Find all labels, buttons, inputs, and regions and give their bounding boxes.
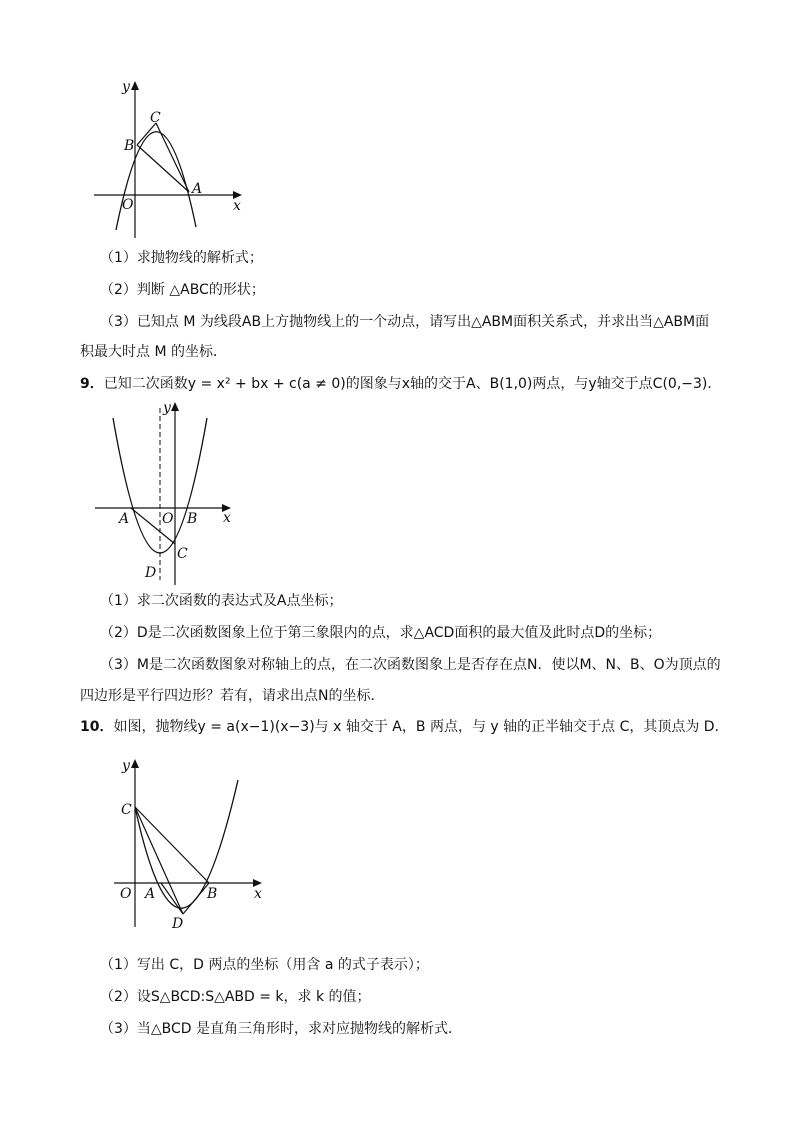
point-c-label: C: [121, 802, 132, 818]
origin-label: O: [120, 886, 132, 902]
p8-question-3-line-2: 积最大时点 M 的坐标．: [80, 344, 227, 360]
p9-number: 9．: [80, 376, 104, 392]
y-axis-arrow: [131, 81, 139, 90]
x-axis-label: x: [223, 510, 231, 526]
figure-9-svg: [93, 398, 243, 593]
p9-stem-text: 已知二次函数y = x² + bx + c(a ≠ 0)的图象与x轴的交于A、B(1,0)两点，与y轴交于点C(0,−3)．: [103, 376, 722, 392]
y-axis-label: y: [163, 400, 171, 416]
p10-question-1: （1）写出 C，D 两点的坐标（用含 a 的式子表示）；: [100, 957, 429, 973]
p10-stem-text: 如图，抛物线y = a(x−1)(x−3)与 x 轴交于 A，B 两点，与 y 轴的正半轴交于点 C，其顶点为 D．: [113, 719, 729, 735]
point-c-label: C: [177, 546, 188, 562]
figure-problem-10: [112, 752, 272, 937]
point-a-label: A: [145, 886, 156, 902]
y-axis-arrow: [171, 402, 179, 411]
point-b-label: B: [124, 138, 135, 154]
segment-cd: [135, 807, 183, 914]
origin-label: O: [122, 197, 134, 213]
figure-problem-8: [88, 75, 258, 245]
point-b-label: B: [187, 511, 198, 527]
point-a-label: A: [119, 511, 130, 527]
p10-stem: [80, 717, 729, 737]
figure-10-svg: [112, 752, 272, 937]
p10-question-3: （3）当△BCD 是直角三角形时，求对应抛物线的解析式．: [100, 1021, 463, 1037]
segment-ca: [156, 123, 189, 192]
p8-question-2: （2）判断 △ABC的形状；: [100, 282, 265, 298]
origin-label: O: [162, 511, 174, 527]
p8-question-3-line-1: （3）已知点 M 为线段AB上方抛物线上的一个动点，请写出△ABM面积关系式，并求出当△ABM面: [100, 314, 710, 330]
segment-bc: [137, 123, 156, 145]
figure-8-svg: [88, 75, 258, 245]
y-axis-arrow: [131, 759, 139, 768]
segment-ad: [161, 883, 183, 914]
x-axis-label: x: [254, 886, 262, 902]
p8-question-1: （1）求抛物线的解析式；: [100, 250, 263, 266]
segment-bd: [183, 883, 209, 914]
figure-problem-9: [93, 398, 243, 593]
y-axis-label: y: [122, 758, 130, 774]
p9-question-2: （2）D是二次函数图象上位于第三象限内的点，求△ACD面积的最大值及此时点D的坐标；: [100, 625, 662, 641]
point-c-label: C: [150, 110, 161, 126]
point-d-label: D: [172, 916, 184, 932]
p10-number: 10．: [80, 719, 114, 735]
p10-question-2: （2）设S△BCD:S△ABD = k，求 k 的值；: [100, 989, 371, 1005]
point-a-label: A: [192, 181, 203, 197]
segment-cb: [135, 807, 209, 883]
p9-question-3-line-2: 四边形是平行四边形？若有，请求出点N的坐标．: [80, 688, 385, 704]
point-d-label: D: [145, 565, 157, 581]
p9-question-3-line-1: （3）M是二次函数图象对称轴上的点，在二次函数图象上是否存在点N．使以M、N、B、O为顶点的: [100, 657, 721, 673]
x-axis-label: x: [233, 198, 241, 214]
p9-question-1: （1）求二次函数的表达式及A点坐标；: [100, 593, 343, 609]
y-axis-label: y: [122, 79, 130, 95]
point-b-label: B: [207, 886, 218, 902]
p9-stem: [80, 374, 721, 394]
